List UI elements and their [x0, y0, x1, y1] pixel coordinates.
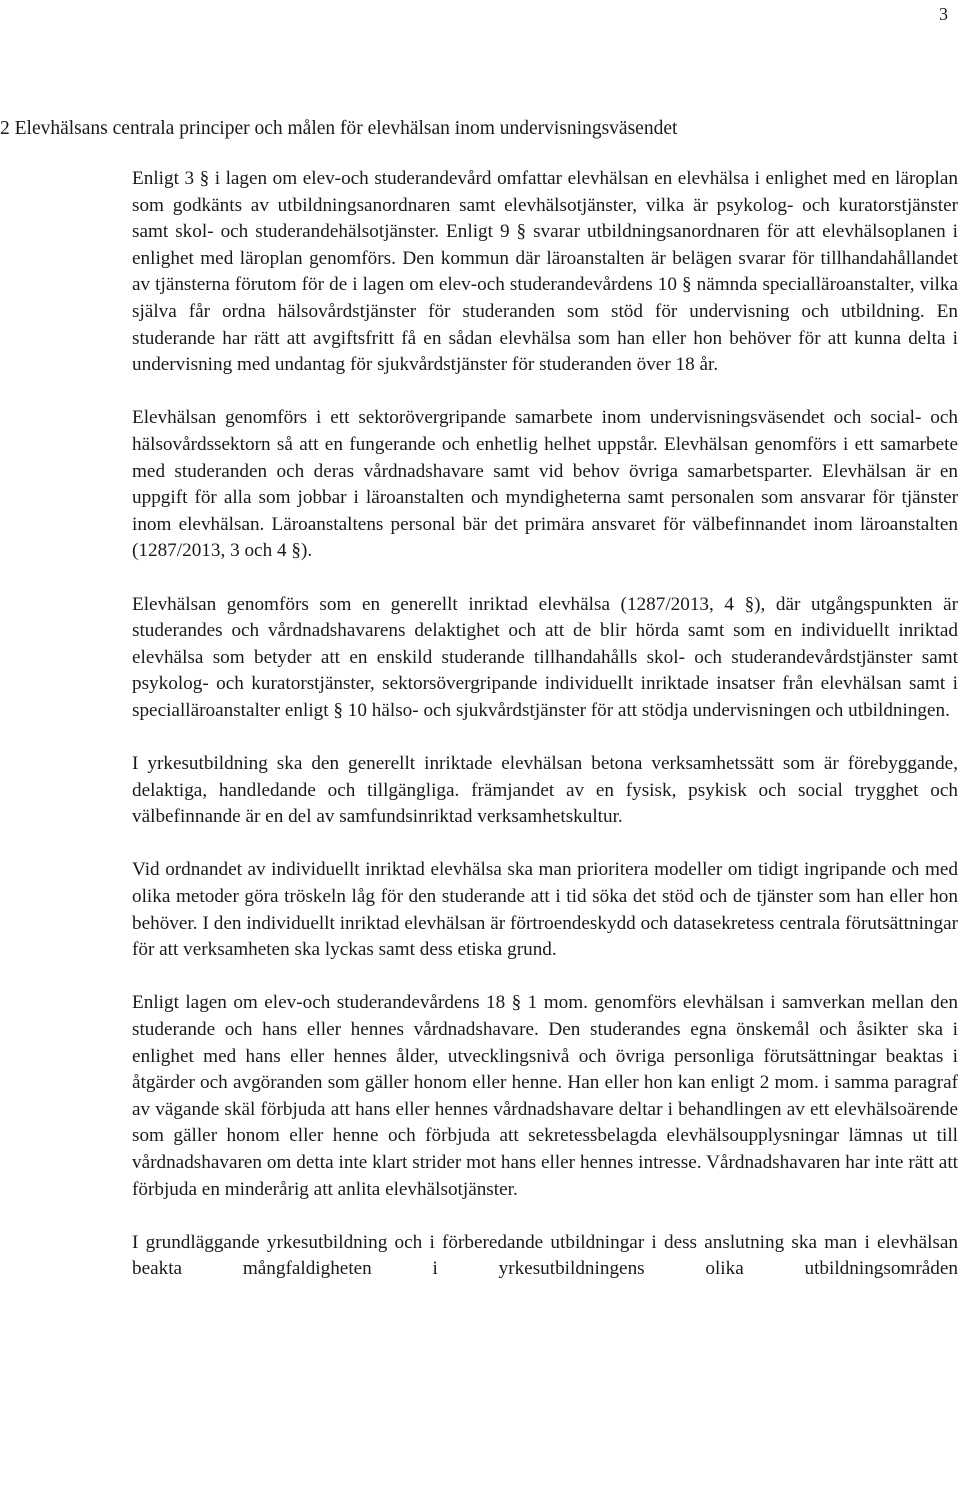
document-body: [132, 166, 958, 1283]
paragraph: I grundläggande yrkesutbildning och i förberedande utbildningar i dess anslutning ska man i elevhälsan beakta mångfaldigheten i yrkesutbildningens olika utbildningsområden: [132, 1231, 958, 1280]
paragraph: Vid ordnandet av individuellt inriktad elevhälsa ska man prioritera modeller om tidigt ingripande och med olika metoder göra tröskeln låg för den studerande att i tid söka det stöd och de tjänster som han eller hon behöver. I den individuellt inriktad elevhälsan är förtroendeskydd och datasekretess centrala förutsättningar för att verksamheten ska lyckas samt dess etiska grund.: [132, 859, 958, 961]
section-heading: 2 Elevhälsans centrala principer och målen för elevhälsan inom undervisningsväsendet: [0, 118, 678, 139]
page-number: 3: [939, 4, 948, 24]
paragraph: I yrkesutbildning ska den generellt inriktade elevhälsan betona verksamhetssätt som är förebyggande, delaktiga, handledande och tillgängliga. främjandet av en fysisk, psykisk och social trygghet och välbefinnande är en del av samfundsinriktad verksamhetskultur.: [132, 753, 958, 828]
paragraph: Elevhälsan genomförs i ett sektorövergripande samarbete inom undervisningsväsendet och social- och hälsovårdssektorn så att en fungerande och enhetlig helhet uppstår. Elevhälsan genomförs i ett samarbete med studeranden och deras vårdnadshavare samt vid behov övriga samarbetsparter. Elevhälsan är en uppgift för alla som jobbar i läroanstalten och myndigheterna samt personalen som ansvarar för tjänster inom elevhälsan. Läroanstaltens personal bär det primära ansvaret för välbefinnandet inom läroanstalten (1287/2013, 3 och 4 §).: [132, 407, 958, 562]
paragraph: Enligt lagen om elev-och studerandevårdens 18 § 1 mom. genomförs elevhälsan i samverkan mellan den studerande och hans eller hennes vårdnadshavare. Den studerandes egna önskemål och åsikter ska i enlighet med hans eller hennes ålder, utvecklingsnivå och övriga personliga förutsättningar beaktas i åtgärder och avgöranden som gäller honom eller henne. Han eller hon kan enligt 2 mom. i samma paragraf av vägande skäl förbjuda att hans eller hennes vårdnadshavare deltar i behandlingen av ett elevhälsoärende som gäller honom eller henne och förbjuda att sekretessbelagda elevhälsoupplysningar lämnas ut till vårdnadshavaren om detta inte klart strider mot hans eller hennes intresse. Vårdnadshavaren har inte rätt att förbjuda en minderårig att anlita elevhälsotjänster.: [132, 992, 958, 1200]
paragraph: Enligt 3 § i lagen om elev-och studerandevård omfattar elevhälsan en elevhälsa i enlighet med en läroplan som godkänts av utbildningsanordnaren samt elevhälsotjänster, vilka är psykolog- och kuratorstjänster samt skol- och studerandehälsotjänster. Enligt 9 § svarar utbildningsanordnaren för att elevhälsoplanen i enlighet med läroplan genomförs. Den kommun där läroanstalten är belägen svarar för tillhandahållandet av tjänsterna förutom för de i lagen om elev-och studerandevårdens 10 § nämnda specialläroanstalter, vilka själva får ordna hälsovårdstjänster för studeranden som stöd för undervisning och utbildning. En studerande har rätt att avgiftsfritt få en sådan elevhälsa som han eller hon behöver för att kunna delta i undervisning med undantag för sjukvårdstjänster för studeranden över 18 år.: [132, 168, 958, 376]
paragraph: Elevhälsan genomförs som en generellt inriktad elevhälsa (1287/2013, 4 §), där utgångspunkten är studerandes och vårdnadshavarens delaktighet och att de blir hörda samt som en individuellt inriktad elevhälsa som betyder att en enskild studerande tillhandahålls skol- och studerandevårdstjänster samt psykolog- och kuratorstjänster, sektorsövergripande individuellt inriktade insatser från elevhälsan samt i specialläroanstalter enligt § 10 hälso- och sjukvårdstjänster för att stödja undervisningen och utbildningen.: [132, 593, 958, 721]
